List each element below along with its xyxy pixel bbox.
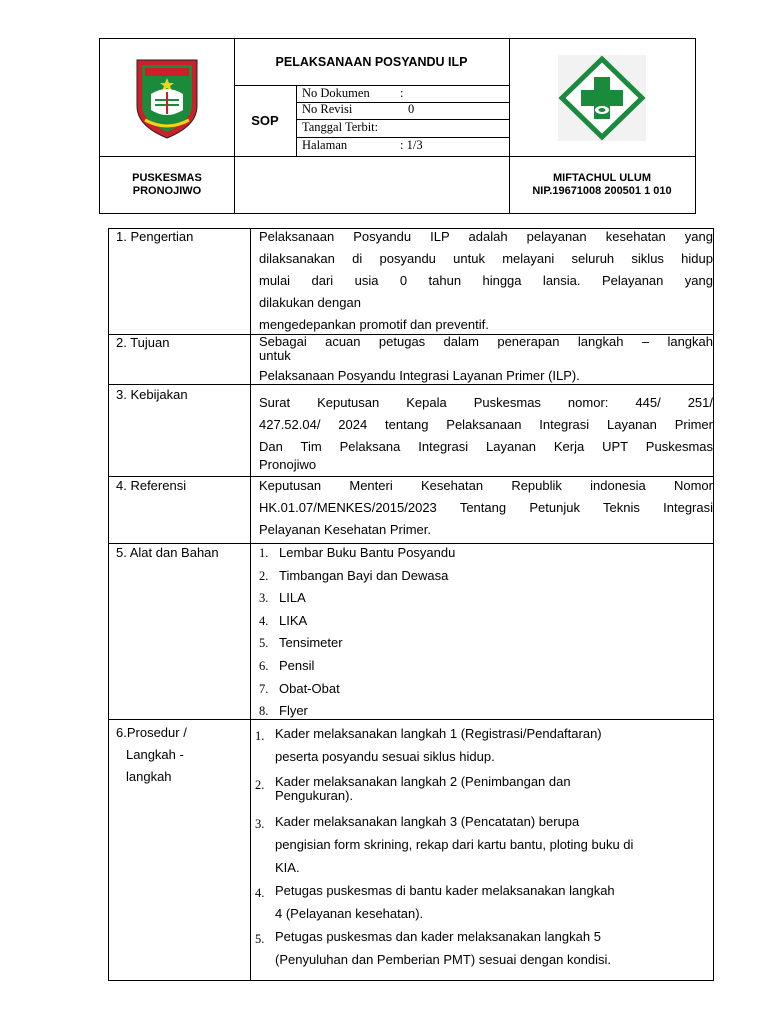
document-meta <box>296 85 509 156</box>
section-content-prosedur <box>255 722 695 971</box>
org-line2: PRONOJIWO <box>132 184 202 197</box>
text-line: Keputusan Menteri Kesehatan Republik indonesia Nomor <box>259 478 713 493</box>
list-item: 2. Timbangan Bayi dan Dewasa <box>259 567 449 583</box>
list-item: 6. Pensil <box>259 657 315 673</box>
list-item: 7. Obat-Obat <box>259 680 340 696</box>
procedure-steps <box>255 722 695 971</box>
meta-halaman: Halaman : 1/3 <box>302 138 423 152</box>
sop-label: SOP <box>251 113 279 128</box>
text-line: Pronojiwo <box>259 457 317 472</box>
organization-name <box>100 156 234 213</box>
section-label-prosedur <box>116 722 187 788</box>
section-label-tujuan: 2. Tujuan <box>116 335 170 350</box>
text-line: mulai dari usia 0 tahun hingga lansia. Pelayanan yang <box>259 273 713 288</box>
label-line: 6.Prosedur / <box>116 725 187 740</box>
procedure-step: 1. Kader melaksanakan langkah 1 (Registrasi/Pendaftaran) peserta posyandu sesuai siklus hidup. <box>255 726 602 764</box>
label-line: langkah <box>126 769 172 784</box>
list-item: 3. LILA <box>259 590 306 606</box>
list-item: 8. Flyer <box>259 703 308 719</box>
document-title: PELAKSANAAN POSYANDU ILP <box>275 55 468 69</box>
approver-nip: NIP.19671008 200501 1 010 <box>532 184 672 197</box>
label-line: Langkah - <box>126 747 184 762</box>
text-line: 427.52.04/ 2024 tentang Pelaksanaan Integrasi Layanan Primer <box>259 417 713 432</box>
list-item: 1. Lembar Buku Bantu Posyandu <box>259 545 456 560</box>
district-logo <box>100 39 234 156</box>
procedure-step: 3. Kader melaksanakan langkah 3 (Pencatatan) berupa pengisian form skrining, rekap dari kartu bantu, ploting buku di KIA. <box>255 814 634 875</box>
meta-no-dokumen: No Dokumen : <box>302 86 404 100</box>
meta-tanggal-terbit: Tanggal Terbit: <box>302 120 379 134</box>
list-item: 5. Tensimeter <box>259 635 343 651</box>
list-item: 4. LIKA <box>259 612 308 628</box>
text-line: Dan Tim Pelaksana Integrasi Layanan Kerja UPT Puskesmas <box>259 439 713 454</box>
text-line: dilakukan dengan <box>259 295 361 310</box>
text-line: dilaksanakan di posyandu untuk melayani seluruh siklus hidup <box>259 251 713 266</box>
approver <box>509 156 695 213</box>
procedure-step: 5. Petugas puskesmas dan kader melaksanakan langkah 5 (Penyuluhan dan Pemberian PMT) sesuai dengan kondisi. <box>255 929 612 967</box>
section-label-alat-bahan: 5. Alat dan Bahan <box>116 545 219 560</box>
sop-header-table <box>99 38 696 214</box>
text-line: Pelaksanaan Posyandu ILP adalah pelayanan kesehatan yang <box>259 229 713 244</box>
puskesmas-logo <box>509 39 695 156</box>
section-label-kebijakan: 3. Kebijakan <box>116 387 188 402</box>
section-content-kebijakan <box>259 392 713 472</box>
text-line: Surat Keputusan Kepala Puskesmas nomor: 445/ 251/ <box>259 395 713 410</box>
section-content-alat-bahan <box>259 542 713 723</box>
procedure-step: 4. Petugas puskesmas di bantu kader melaksanakan langkah 4 (Pelayanan kesehatan). <box>255 883 615 921</box>
tools-list <box>259 542 713 723</box>
text-line: Sebagai acuan petugas dalam penerapan langkah – langkah <box>259 334 713 349</box>
text-line: Pelaksanaan Posyandu Integrasi Layanan Primer (ILP). <box>259 368 580 383</box>
section-content-pengertian <box>259 226 713 336</box>
text-line: HK.01.07/MENKES/2015/2023 Tentang Petunjuk Teknis Integrasi <box>259 500 713 515</box>
section-label-pengertian: 1. Pengertian <box>116 229 194 244</box>
text-line: mengedepankan promotif dan preventif. <box>259 317 489 332</box>
signature-space <box>234 156 509 213</box>
section-content-tujuan <box>259 335 713 387</box>
section-content-referensi <box>259 475 713 541</box>
org-line1: PUSKESMAS <box>132 171 202 184</box>
text-line: untuk <box>259 348 291 363</box>
procedure-step: 2. Kader melaksanakan langkah 2 (Penimbangan dan Pengukuran). <box>255 774 571 803</box>
section-label-referensi: 4. Referensi <box>116 478 187 493</box>
meta-no-revisi: No Revisi 0 <box>302 102 415 116</box>
sop-body-table <box>108 228 714 981</box>
approver-name: MIFTACHUL ULUM <box>553 171 651 184</box>
text-line: Pelayanan Kesehatan Primer. <box>259 522 431 537</box>
